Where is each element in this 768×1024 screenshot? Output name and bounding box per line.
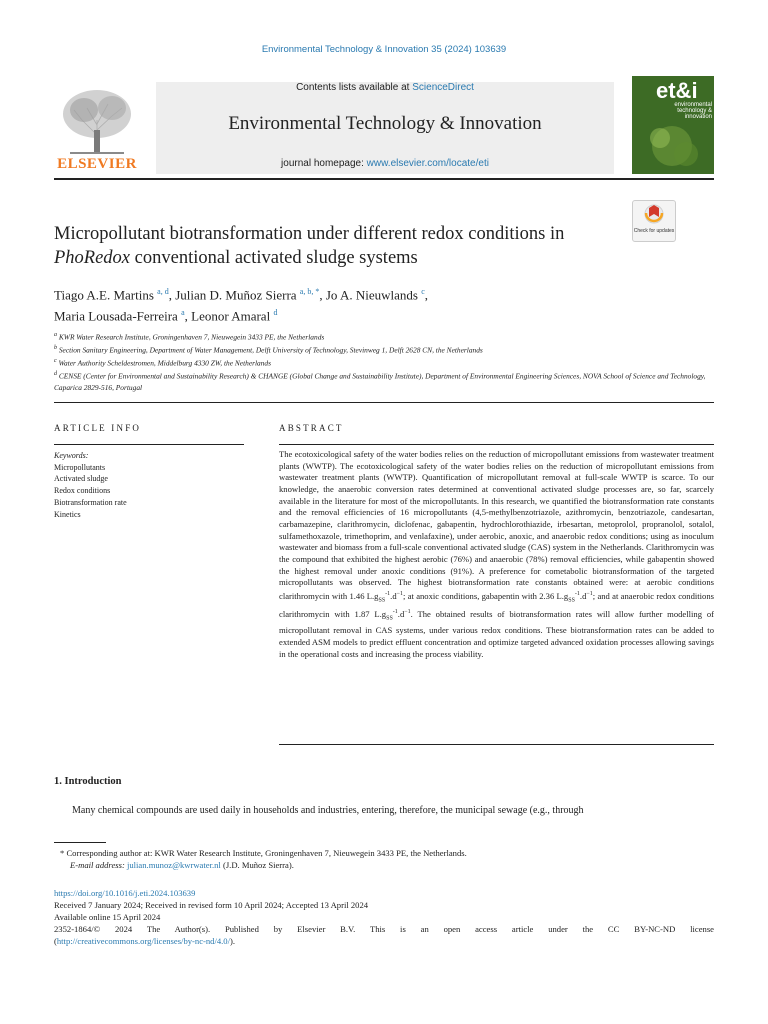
affiliation-text: Water Authority Scheldestromen, Middelburg 4330 ZW, the Netherlands	[58, 358, 271, 368]
article-title-part1: Micropollutant biotransformation under different redox conditions in	[54, 224, 565, 244]
article-title	[54, 222, 624, 270]
abstract-part: The ecotoxicological safety of the water bodies relies on the reduction of micropollutant emissions from wastewater treatment plants (WWTP). The ecotoxicological safety of the water bodies relies on the reduction of micropollutant emissions from wastewater treatment plants (WWTP). Quantification of micropollutant removal at full-scale WWTP is scarce. To our knowledge, the anaerobic conversion rates determined at conventional activated sludge processes are, so far, scarcely available in the literature for most of the micropollutants. In this research, we quantified the biotransformation rate constants and the removal efficiencies of 16 micropollutants (4,5-methylbenzotriazole, azithromycin, benzotriazole, candesartan, carbamazepine, clarithromycin, diclofenac, gabapentin, hydrochlorothiazide, irbesartan, metoprolol, propranolol, sotalol, sulfamethoxazole, trimethoprim, and venlafaxine), under aerobic, anoxic, and anaerobic redox conditions; using as inoculum wastewater and biomass from a full-scale conventional activated sludge (CAS) system in the Netherlands. Clarithromycin was the compound that exhibited the highest aerobic (76%) and anaerobic (78%) removal efficiencies, while gabapentin showed the highest removal under anoxic conditions (91%). A preference for cometabolic biotransformation of the targeted micropollutants was observed. The highest biotransformation rate constants obtained were: at aerobic conditions clarithromycin with 1.46 L.g	[279, 449, 714, 601]
keyword: Activated sludge	[54, 474, 108, 484]
journal-citation-link[interactable]: Environmental Technology & Innovation 35 (2024) 103639	[261, 44, 507, 55]
cover-subtitle: environmental technology & innovation	[674, 102, 712, 120]
abstract-bottom-rule	[279, 744, 714, 745]
author-separator: ,	[184, 308, 192, 324]
keyword: Micropollutants	[54, 462, 106, 472]
cover-title: et&i	[656, 78, 698, 103]
author-separator: ,	[319, 287, 326, 303]
affiliation	[54, 330, 714, 343]
article-title-part2: conventional activated sludge systems	[130, 248, 418, 268]
journal-cover	[632, 76, 714, 174]
journal-homepage-line	[156, 158, 614, 169]
author-separator: ,	[424, 287, 429, 303]
affiliation-text: Section Sanitary Engineering, Department of Water Management, Delft University of Technology, Stevinweg 1, Delft 2628 CN, the Netherlands	[58, 345, 483, 355]
section-rule	[54, 402, 714, 403]
email-link[interactable]: julian.munoz@kwrwater.nl	[126, 860, 221, 870]
affiliation	[54, 369, 714, 393]
author-name[interactable]: Maria Lousada-Ferreira	[54, 308, 178, 324]
affiliation-key: d	[54, 370, 57, 377]
email-suffix: (J.D. Muñoz Sierra).	[220, 860, 294, 870]
affiliation-key: b	[54, 344, 57, 351]
check-for-updates-icon	[633, 201, 675, 227]
elsevier-wordmark: ELSEVIER	[57, 156, 137, 172]
received-dates: Received 7 January 2024; Received in revised form 10 April 2024; Accepted 13 April 2024	[54, 900, 369, 910]
unit-superscript: −1	[396, 590, 404, 597]
check-for-updates-label: Check for updates	[633, 228, 675, 234]
abstract-text	[279, 449, 714, 660]
author-list	[54, 283, 654, 326]
abstract-part: .d	[397, 608, 405, 619]
author-name[interactable]: Jo A. Nieuwlands	[325, 287, 418, 303]
introduction-text: Many chemical compounds are used daily in households and industries, entering, therefore, the municipal sewage (e.g., through	[72, 805, 584, 816]
publication-info	[54, 887, 714, 947]
affiliation-key: a	[54, 332, 57, 338]
unit-superscript: -1	[385, 590, 391, 597]
corresponding-author-note: * Corresponding author at: KWR Water Research Institute, Groningenhaven 7, Nieuwegein 3433 PE, the Netherlands.	[60, 848, 467, 858]
doi-link[interactable]: https://doi.org/10.1016/j.eti.2024.103639	[54, 888, 196, 898]
abstract-part: ; and at anaerobic redox conditions clarithromycin with 1.87 L.g	[279, 590, 714, 619]
introduction-heading: 1. Introduction	[54, 776, 122, 787]
available-online: Available online 15 April 2024	[54, 912, 161, 922]
author-affiliation-link[interactable]: a, b, *	[299, 287, 320, 296]
keyword: Redox conditions	[54, 486, 111, 496]
abstract-part: .d	[390, 590, 397, 601]
unit-subscript: SS	[568, 597, 575, 604]
abstract-rule	[279, 444, 714, 445]
keywords-label: Keywords:	[54, 451, 89, 460]
contents-line	[156, 82, 614, 93]
affiliation-key: c	[54, 357, 57, 364]
affiliation	[54, 356, 714, 369]
license-link-line	[54, 935, 714, 947]
author-affiliation-link[interactable]: d	[273, 308, 278, 318]
license-paren-open: (	[54, 936, 57, 946]
affiliation	[54, 343, 714, 356]
license-paren-close: ).	[229, 936, 235, 946]
author-affiliation-link[interactable]: c	[421, 287, 425, 296]
footnote-rule	[54, 842, 106, 843]
license-line: 2352-1864/© 2024 The Author(s). Published by Elsevier B.V. This is an open access article under the CC BY-NC-ND license	[54, 924, 714, 934]
author-name[interactable]: Tiago A.E. Martins	[54, 287, 154, 303]
abstract-part: .d	[579, 590, 587, 601]
author-name[interactable]: Julian D. Muñoz Sierra	[175, 287, 297, 303]
header-rule	[54, 178, 714, 180]
author-name[interactable]: Leonor Amaral	[191, 308, 271, 324]
affiliation-text: KWR Water Research Institute, Groningenhaven 7, Nieuwegein 3433 PE, the Netherlands	[58, 332, 325, 342]
affiliation-list	[54, 330, 714, 393]
unit-superscript: -1	[392, 609, 398, 616]
journal-homepage-link[interactable]: www.elsevier.com/locate/eti	[366, 158, 489, 169]
unit-subscript: SS	[386, 615, 393, 622]
email-label: E-mail address:	[70, 860, 127, 870]
abstract-heading: ABSTRACT	[279, 423, 344, 433]
sciencedirect-link[interactable]: ScienceDirect	[412, 82, 474, 93]
keywords-block	[54, 450, 244, 520]
article-info-rule	[54, 444, 244, 445]
author-affiliation-link[interactable]: a	[181, 308, 185, 318]
article-title-italic: PhoRedox	[54, 248, 131, 268]
author-affiliation-link[interactable]: a, d	[157, 287, 169, 296]
homepage-prefix: journal homepage:	[281, 158, 367, 169]
unit-superscript: -1	[574, 590, 580, 597]
keyword: Kinetics	[54, 509, 81, 519]
check-for-updates-button[interactable]	[632, 200, 676, 242]
license-link[interactable]: http://creativecommons.org/licenses/by-nc-nd/4.0/	[56, 936, 230, 946]
email-line	[60, 859, 710, 871]
article-info-heading: ARTICLE INFO	[54, 423, 142, 433]
affiliation-text: CENSE (Center for Environmental and Sustainability Research) & CHANGE (Global Change and Sustainability Institute), Department of Environmental Engineering Sciences, NOVA School of Science and Technology, Caparica 2829-516, Portugal	[54, 371, 706, 392]
unit-subscript: SS	[378, 597, 386, 604]
keyword: Biotransformation rate	[54, 497, 127, 507]
footnote	[60, 847, 710, 871]
unit-superscript: −1	[404, 609, 411, 616]
author-separator: ,	[168, 287, 176, 303]
contents-prefix: Contents lists available at	[296, 82, 413, 93]
abstract-part: ; at anoxic conditions, gabapentin with 2.36 L.g	[403, 590, 569, 601]
journal-title: Environmental Technology & Innovation	[228, 113, 542, 134]
abstract-part: . The obtained results of biotransformation rates will allow further modelling of micropollutant removal in CAS systems, under various redox conditions. These biotransformation rates can be added to extended ASM models to predict effluent concentration and optimize targeted advanced oxidation processes allowing savings in the operational costs and increasing the process viability.	[279, 608, 714, 659]
unit-superscript: −1	[586, 590, 593, 597]
